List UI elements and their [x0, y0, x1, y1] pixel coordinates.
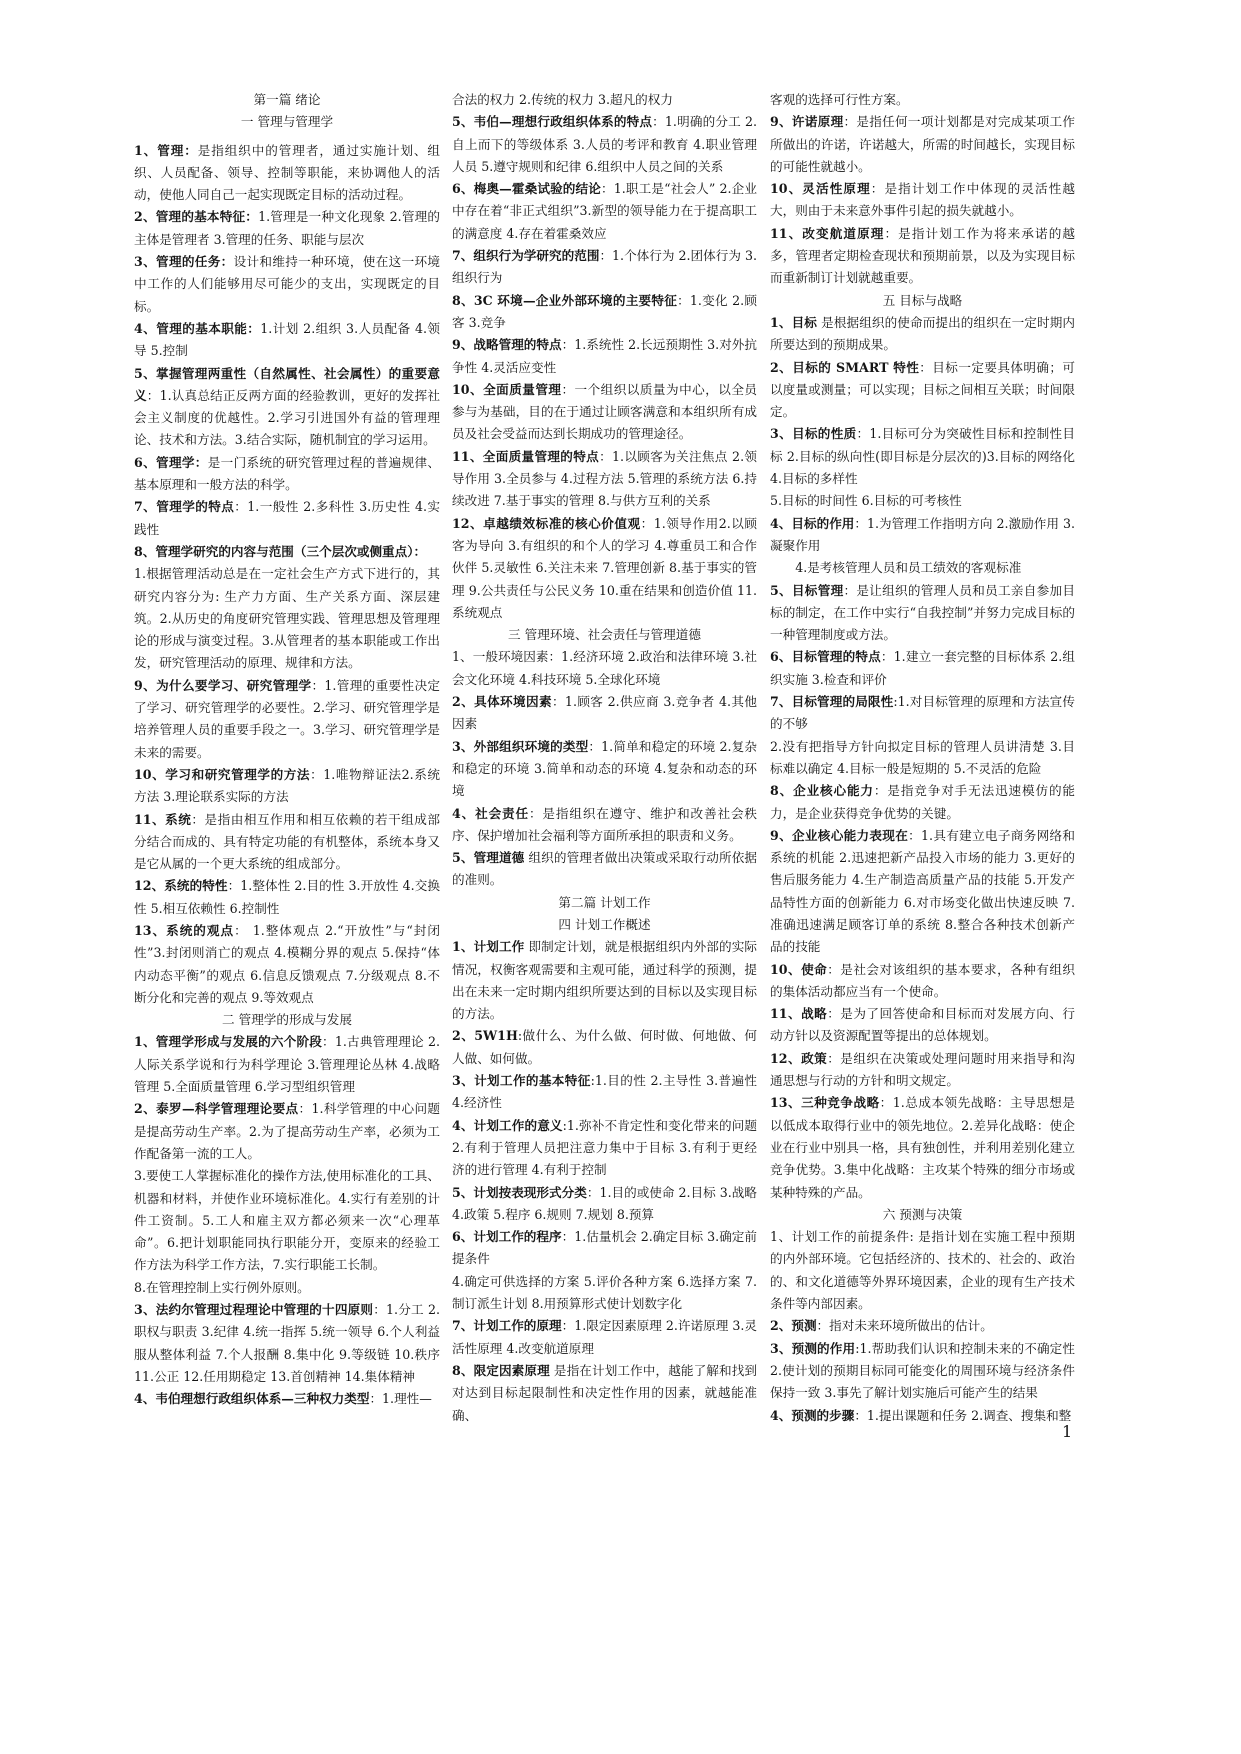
definition-entry	[770, 111, 1075, 178]
definition-entry	[770, 959, 1075, 1004]
entry-term: 9、战略管理的特点	[452, 337, 562, 353]
definition-entry	[452, 1070, 757, 1115]
entry-body: ：是指由相互作用和相互依赖的若干组成部分结合而成的、具有特定功能的有机整体，系统本身又是它从属的一个更大系统的组成部分。	[134, 811, 441, 872]
entry-body: 是指在计划工作中，越能了解和找到对达到目标起限制性和决定性作用的因素，就越能准确、	[452, 1362, 757, 1423]
entry-continuation: 1.根据管理活动总是在一定社会生产方式下进行的，其研究内容分为: 生产力方面、生产关系方面、深层建筑。2.从历史的角度研究管理实践、管理思想及管理理论的形成与演变过程。3.从管理者的基本职能或工作出发，研究管理活动的原理、规律和方法。	[134, 566, 440, 671]
entry-term: 2、预测	[770, 1318, 817, 1334]
definition-entry	[452, 178, 757, 245]
definition-entry	[452, 334, 757, 379]
entry-body: 是指组织中的管理者，通过实施计划、组织、人员配备、领导、控制等职能，来协调他人的活动，使他人同自己一起实现既定目标的活动过程。	[134, 142, 441, 203]
entry-term: 7、管理学的特点	[134, 499, 235, 515]
entry-body: ：1.顾客 2.供应商 3.竞争者 4.其他因素	[452, 694, 757, 732]
entry-body: ：1.目的或使命 2.目标 3.战略 4.政策 5.程序 6.规则 7.规划 8.预算	[452, 1184, 758, 1222]
entry-term: 1、目标	[770, 314, 817, 330]
definition-entry	[134, 452, 440, 497]
entry-term: 4、韦伯理想行政组织体系—三种权力类型	[134, 1391, 370, 1407]
entry-term: 12、政策	[770, 1050, 828, 1066]
definition-entry	[452, 446, 757, 513]
definition-entry	[452, 513, 757, 624]
entry-body: 设计和维持一种环境，使在这一环境中工作的人们能够用尽可能少的支出，实现既定的目标。	[134, 254, 441, 314]
entry-body: ：1.变化 2.顾客 3.竞争	[452, 292, 757, 330]
entry-continuation: 4.是考核管理人员和员工绩效的客观标准	[795, 560, 1022, 576]
entry-body: ：是指竞争对手无法迅速模仿的能力，是企业获得竞争优势的关键。	[770, 783, 1075, 821]
chapter-heading: 二 管理学的形成与发展	[222, 1012, 352, 1028]
entry-body: ：1.职工是“社会人” 2.企业中存在着“非正式组织”3.新型的领导能力在于提高职工的满意度 4.存在着霍桑效应	[452, 181, 757, 241]
entry-term: 1、管理学形成与发展的六个阶段	[134, 1034, 323, 1050]
entry-continuation: 3.要使工人掌握标准化的操作方法,使用标准化的工具、机器和材料，并使作业环境标准化。4.实行有差别的计件工资制。5.工人和雇主双方都必须来一次“心理革命”。6.把计划职能同执行职能分开，变原来的经验工作方法为科学工作方法，7.实行职能工长制。	[134, 1168, 440, 1273]
definition-entry	[452, 111, 757, 178]
definition-entry	[770, 780, 1075, 825]
entry-term: 5、计划按表现形式分类	[452, 1184, 587, 1200]
entry-continuation: 8.在管理控制上实行例外原则。	[134, 1279, 310, 1295]
definition-entry	[452, 1115, 757, 1182]
entry-continuation: 2.没有把指导方针向拟定目标的管理人员讲清楚 3.目标难以确定 4.目标一般是短期的 5.不灵活的危险	[770, 738, 1075, 776]
entry-body: ：一个组织以质量为中心，以全员参与为基础，目的在于通过让顾客满意和本组织所有成员及社会受益而达到长期成功的管理途径。	[452, 381, 757, 442]
entry-term: 5、目标管理	[770, 582, 844, 598]
definition-entry	[770, 1048, 1075, 1093]
definition-entry	[452, 691, 757, 736]
entry-body: ：是社会对该组织的基本要求，各种有组织的集体活动都应当有一个使命。	[770, 961, 1075, 999]
entry-body: ：是让组织的管理人员和员工亲自参加目标的制定，在工作中实行“自我控制”并努力完成目标的一种管理制度或方法。	[770, 582, 1076, 643]
entry-term: 11、系统	[134, 811, 192, 827]
entry-body: :1.目的性 2.主导性 3.普遍性 4.经济性	[452, 1073, 758, 1111]
entry-term: 7、组织行为学研究的范围	[452, 248, 600, 264]
definition-entry	[134, 1031, 440, 1098]
entry-body: ：1.理性—	[369, 1391, 432, 1407]
entry-term: 9、企业核心能力表现在	[770, 827, 909, 843]
chapter-heading: 四 计划工作概述	[558, 916, 651, 932]
definition-entry	[452, 1025, 757, 1070]
entry-body: ：1.管理的重要性决定了学习、研究管理学的必要性。2.学习、研究管理学是培养管理人员的重要手段之一。3.学习、研究管理学是未来的需要。	[134, 677, 440, 760]
entry-body: ：1.为管理工作指明方向 2.激励作用 3.凝聚作用	[770, 515, 1076, 553]
entry-term: 6、目标管理的特点	[770, 649, 881, 665]
entry-body: :1.对目标管理的原理和方法宣传的不够	[770, 694, 1075, 732]
entry-body: 即制定计划，就是根据组织内外部的实际情况，权衡客观需要和主观可能，通过科学的预测，提出在未来一定时期内组织所要达到的目标以及实现目标的方法。	[452, 939, 757, 1022]
entry-body: :1.弥补不肯定性和变化带来的问题 2.有利于管理人员把注意力集中于目标 3.有利于更经济的进行管理 4.有利于控制	[452, 1117, 757, 1178]
definition-entry	[134, 1299, 440, 1388]
entry-term: 2、5W1H	[452, 1028, 518, 1044]
page-number: 1	[1062, 1422, 1073, 1441]
entry-continuation: 4.确定可供选择的方案 5.评价各种方案 6.选择方案 7.制订派生计划 8.用预算形式使计划数字化	[452, 1273, 757, 1312]
definition-entry	[770, 825, 1075, 959]
definition-entry	[134, 206, 440, 251]
entry-body: ：1.个体行为 2.团体行为 3.组织行为	[452, 248, 757, 286]
entry-term: 13、三种竞争战略	[770, 1095, 880, 1111]
entry-body: ：1.认真总结正反两方面的经验教训，更好的发挥社会主义制度的优越性。2.学习引进国外有益的管理理论、技术和方法。3.结合实际，随机制宜的学习运用。	[134, 387, 440, 448]
entry-body: ：1.目标可分为突破性目标和控制性目标 2.目标的纵向性(即目标是分层次的)3.目标的网络化 4.目标的多样性	[770, 426, 1075, 487]
entry-body: ：1.领导作用2.以顾客为导向 3.有组织的和个人的学习 4.尊重员工和合作伙伴 5.灵敏性 6.关注未来 7.管理创新 8.基于事实的管理 9.公共责任与公民义务 10.重在结果和创造价值 11.系统观点	[452, 515, 757, 620]
entry-term: 3、外部组织环境的类型	[452, 738, 589, 754]
entry-term: 2、管理的基本特征：	[134, 209, 259, 225]
entry-term: 10、灵活性原理	[770, 181, 871, 197]
definition-entry	[770, 1003, 1075, 1048]
entry-body: ：是指计划工作中体现的灵活性越大，则由于未来意外事件引起的损失就越小。	[770, 181, 1076, 219]
entry-body: ：是指任何一项计划都是对完成某项工作所做出的许诺，许诺越大，所需的时间越长，实现目标的可能性就越小。	[770, 114, 1076, 174]
entry-term: 2、泰罗—科学管理理论要点	[134, 1101, 299, 1117]
entry-body: ：是为了回答使命和目标而对发展方向、行动方针以及资源配置等提出的总体规划。	[770, 1006, 1075, 1044]
entry-term: 13、系统的观点	[134, 922, 235, 938]
entry-body: ：是指计划工作为将来承诺的越多，管理者定期检查现状和预期前景，以及为实现目标而重新制订计划就越重要。	[770, 225, 1076, 286]
entry-term: 8、企业核心能力	[770, 783, 874, 799]
entry-body: ：目标一定要具体明确；可以度量或测量；可以实现；目标之间相互关联；时间限定。	[770, 359, 1075, 420]
entry-term: 11、全面质量管理的特点	[452, 448, 600, 464]
entry-term: 3、法约尔管理过程理论中管理的十四原则	[134, 1302, 374, 1318]
entry-plain: 1、一般环境因素：1.经济环境 2.政治和法律环境 3.社会文化环境 4.科技环境 5.全球化环境	[452, 649, 757, 687]
entry-body: 是一门系统的研究管理过程的普遍规律、基本原理和一般方法的科学。	[134, 454, 441, 493]
definition-entry	[452, 803, 757, 848]
entry-term: 7、计划工作的原理	[452, 1318, 562, 1334]
definition-entry	[134, 140, 440, 207]
entry-term: 3、管理的任务：	[134, 254, 234, 270]
definition-entry	[134, 496, 440, 541]
entry-term: 8、限定因素原理	[452, 1362, 550, 1378]
entry-body: ：1.一般性 2.多科性 3.历史性 4.实践性	[134, 499, 441, 537]
entry-term: 4、社会责任	[452, 805, 529, 821]
definition-entry	[452, 245, 757, 290]
chapter-heading: 三 管理环境、社会责任与管理道德	[508, 627, 701, 643]
entry-term: 5、管理道德	[452, 850, 525, 866]
entry-term: 6、管理学：	[134, 454, 208, 470]
definition-entry	[770, 1405, 1075, 1427]
definition-entry	[134, 920, 440, 1009]
definition-entry	[770, 513, 1075, 558]
definition-entry	[134, 809, 440, 876]
entry-term: 3、目标的性质	[770, 426, 857, 442]
definition-entry	[770, 1338, 1075, 1405]
entry-term: 11、战略	[770, 1006, 828, 1022]
entry-term: 8、管理学研究的内容与范围（三个层次或侧重点）：	[134, 543, 427, 559]
entry-term: 12、卓越绩效标准的核心价值观	[452, 515, 641, 531]
right-column	[770, 89, 1075, 1427]
entry-term: 5、掌握管理两重性（自然属性、社会属性）的重要意义	[134, 365, 440, 403]
entry-continuation: 客观的选择可行性方案。	[770, 92, 909, 107]
entry-term: 12、系统的特性	[134, 878, 228, 894]
entry-term: 10、使命	[770, 961, 828, 977]
definition-entry	[770, 580, 1075, 647]
entry-body: ：1.以顾客为关注焦点 2.领导作用 3.全员参与 4.过程方法 5.管理的系统方法 6.持续改进 7.基于事实的管理 8.与供方互利的关系	[452, 448, 757, 509]
entry-body: ：1.整体性 2.目的性 3.开放性 4.交换性 5.相互依赖性 6.控制性	[134, 878, 441, 916]
entry-term: 3、预测的作用	[770, 1340, 856, 1356]
definition-entry	[770, 646, 1075, 691]
entry-body: ： 1.整体观点 2.“开放性”与“封闭性”3.封闭则消亡的观点 4.模糊分界的观点 5.保持“体内动态平衡”的观点 6.信息反馈观点 7.分级观点 8.不断分化和完善的观点 9.等效观点	[134, 922, 440, 1005]
entry-term: 9、许诺原理	[770, 114, 844, 130]
definition-entry	[134, 1098, 440, 1165]
entry-plain: 1、计划工作的前提条件: 是指计划在实施工程中预期的内外部环境。它包括经济的、技术的、社会的、政治的、和文化道德等外界环境因素，企业的现有生产技术条件等内部因素。	[770, 1229, 1075, 1312]
entry-body: ：1.简单和稳定的环境 2.复杂和稳定的环境 3.简单和动态的环境 4.复杂和动态的环境	[452, 738, 757, 799]
entry-body: ：1.唯物辩证法2.系统方法 3.理论联系实际的方法	[134, 766, 440, 805]
entry-body: :做什么、为什么做、何时做、何地做、何人做、如何做。	[452, 1028, 757, 1066]
definition-entry	[452, 379, 757, 446]
definition-entry	[134, 1388, 440, 1410]
definition-entry	[452, 847, 757, 892]
entry-body: 1.管理是一种文化现象 2.管理的主体是管理者 3.管理的任务、职能与层次	[134, 209, 440, 247]
entry-body: 1.计划 2.组织 3.人员配备 4.领导 5.控制	[134, 320, 440, 359]
definition-entry	[134, 764, 440, 809]
entry-body: ：1.分工 2.职权与职责 3.纪律 4.统一指挥 5.统一领导 6.个人利益服从整体利益 7.个人报酬 8.集中化 9.等级链 10.秩序 11.公正 12.任用期稳定 13.首创精神 14.集体精神	[134, 1302, 440, 1384]
definition-entry	[770, 357, 1075, 424]
entry-term: 8、3C 环境—企业外部环境的主要特征	[452, 292, 678, 308]
entry-body: ：1.提出课题和任务 2.调查、搜集和整	[854, 1407, 1072, 1423]
entry-body: ：1.系统性 2.长远预期性 3.对外抗争性 4.灵活应变性	[452, 337, 757, 375]
entry-continuation: 合法的权力 2.传统的权力 3.超凡的权力	[452, 92, 673, 107]
entry-body: ：1.估量机会 2.确定目标 3.确定前提条件	[452, 1229, 757, 1267]
entry-term: 9、为什么要学习、研究管理学	[134, 677, 312, 693]
entry-body: 组织的管理者做出决策或采取行动所依据的准则。	[452, 850, 757, 888]
entry-body: ：1.科学管理的中心问题是提高劳动生产率。2.为了提高劳动生产率，必须为工作配备第一流的工人。	[134, 1101, 440, 1161]
definition-entry	[452, 936, 757, 1025]
part-heading: 第一篇 绪论	[253, 92, 321, 107]
chapter-heading: 六 预测与决策	[882, 1206, 963, 1222]
chapter-heading: 五 目标与战略	[882, 292, 963, 308]
entry-term: 1、计划工作	[452, 939, 525, 955]
entry-term: 7、目标管理的局限性	[770, 694, 894, 710]
definition-entry	[770, 312, 1075, 357]
entry-term: 11、改变航道原理	[770, 225, 885, 241]
definition-entry	[452, 290, 757, 335]
definition-entry	[770, 423, 1075, 490]
entry-body: ：1.限定因素原理 2.许诺原理 3.灵活性原理 4.改变航道原理	[452, 1318, 757, 1356]
definition-entry	[770, 223, 1075, 290]
definition-entry	[770, 691, 1075, 736]
definition-entry	[134, 875, 440, 920]
left-column	[134, 89, 440, 1411]
definition-entry	[452, 736, 757, 803]
definition-entry	[134, 675, 440, 764]
entry-term: 1、管理：	[134, 142, 198, 158]
definition-entry	[452, 1182, 757, 1227]
entry-term: 6、梅奥—霍桑试验的结论	[452, 181, 602, 197]
entry-term: 2、具体环境因素	[452, 694, 552, 710]
chapter-heading: 一 管理与管理学	[240, 114, 334, 130]
entry-term: 5、韦伯—理想行政组织体系的特点	[452, 114, 653, 130]
definition-entry	[134, 251, 440, 318]
entry-term: 6、计划工作的程序	[452, 1229, 562, 1245]
entry-term: 4、目标的作用	[770, 515, 855, 531]
definition-entry	[134, 318, 440, 363]
entry-body: ：是组织在决策或处理问题时用来指导和沟通思想与行动的方针和明文规定。	[770, 1050, 1075, 1089]
definition-entry	[770, 1092, 1075, 1203]
definition-entry	[134, 363, 440, 452]
entry-body: ：1.总成本领先战略：主导思想是以低成本取得行业中的领先地位。2.差异化战略：使企业在行业中别具一格，具有独创性，并利用差别化建立竞争优势。3.集中化战略：主攻某个特殊的细分市场或某种特殊的产品。	[770, 1095, 1075, 1200]
part-heading: 第二篇 计划工作	[558, 894, 651, 910]
entry-body: ：1.古典管理理论 2.人际关系学说和行为科学理论 3.管理理论丛林 4.战略管理 5.全面质量管理 6.学习型组织管理	[134, 1034, 440, 1095]
definition-entry	[134, 541, 440, 563]
entry-term: 2、目标的 SMART 特性	[770, 359, 920, 375]
entry-term: 3、计划工作的基本特征	[452, 1073, 591, 1089]
entry-body: ：1.具有建立电子商务网络和系统的机能 2.迅速把新产品投入市场的能力 3.更好的售后服务能力 4.生产制造高质量产品的技能 5.开发产品特性方面的创新能力 6.对市场变化做出快速反映 7.准确迅速满足顾客订单的系统 8.整合各种技术创新产品的技能	[770, 827, 1075, 955]
entry-body: 是根据组织的使命而提出的组织在一定时期内所要达到的预期成果。	[770, 314, 1075, 353]
middle-column	[452, 89, 757, 1427]
definition-entry	[452, 1360, 757, 1427]
entry-body: ：1.明确的分工 2.自上而下的等级体系 3.人员的考评和教育 4.职业管理人员 5.遵守规则和纪律 6.组织中人员之间的关系	[452, 114, 757, 174]
entry-body: ：是指组织在遵守、维护和改善社会秩序、保护增加社会福利等方面所承担的职责和义务。	[452, 805, 758, 843]
entry-term: 10、全面质量管理	[452, 381, 562, 397]
definition-entry	[452, 1226, 757, 1271]
entry-body: :1.帮助我们认识和控制未来的不确定性 2.使计划的预期目标同可能变化的周围环境与经济条件保持一致 3.事先了解计划实施后可能产生的结果	[770, 1340, 1075, 1401]
entry-term: 4、管理的基本职能：	[134, 320, 261, 336]
entry-continuation: 5.目标的时间性 6.目标的可考核性	[770, 493, 962, 509]
definition-entry	[452, 1315, 757, 1360]
definition-entry	[770, 178, 1075, 223]
entry-body: ：1.建立一套完整的目标体系 2.组织实施 3.检查和评价	[770, 649, 1075, 687]
entry-term: 4、计划工作的意义	[452, 1117, 563, 1133]
entry-body: ：指对未来环境所做出的估计。	[816, 1318, 993, 1334]
definition-entry	[770, 1315, 1075, 1337]
entry-term: 10、学习和研究管理学的方法	[134, 766, 311, 782]
entry-term: 4、预测的步骤	[770, 1407, 855, 1423]
